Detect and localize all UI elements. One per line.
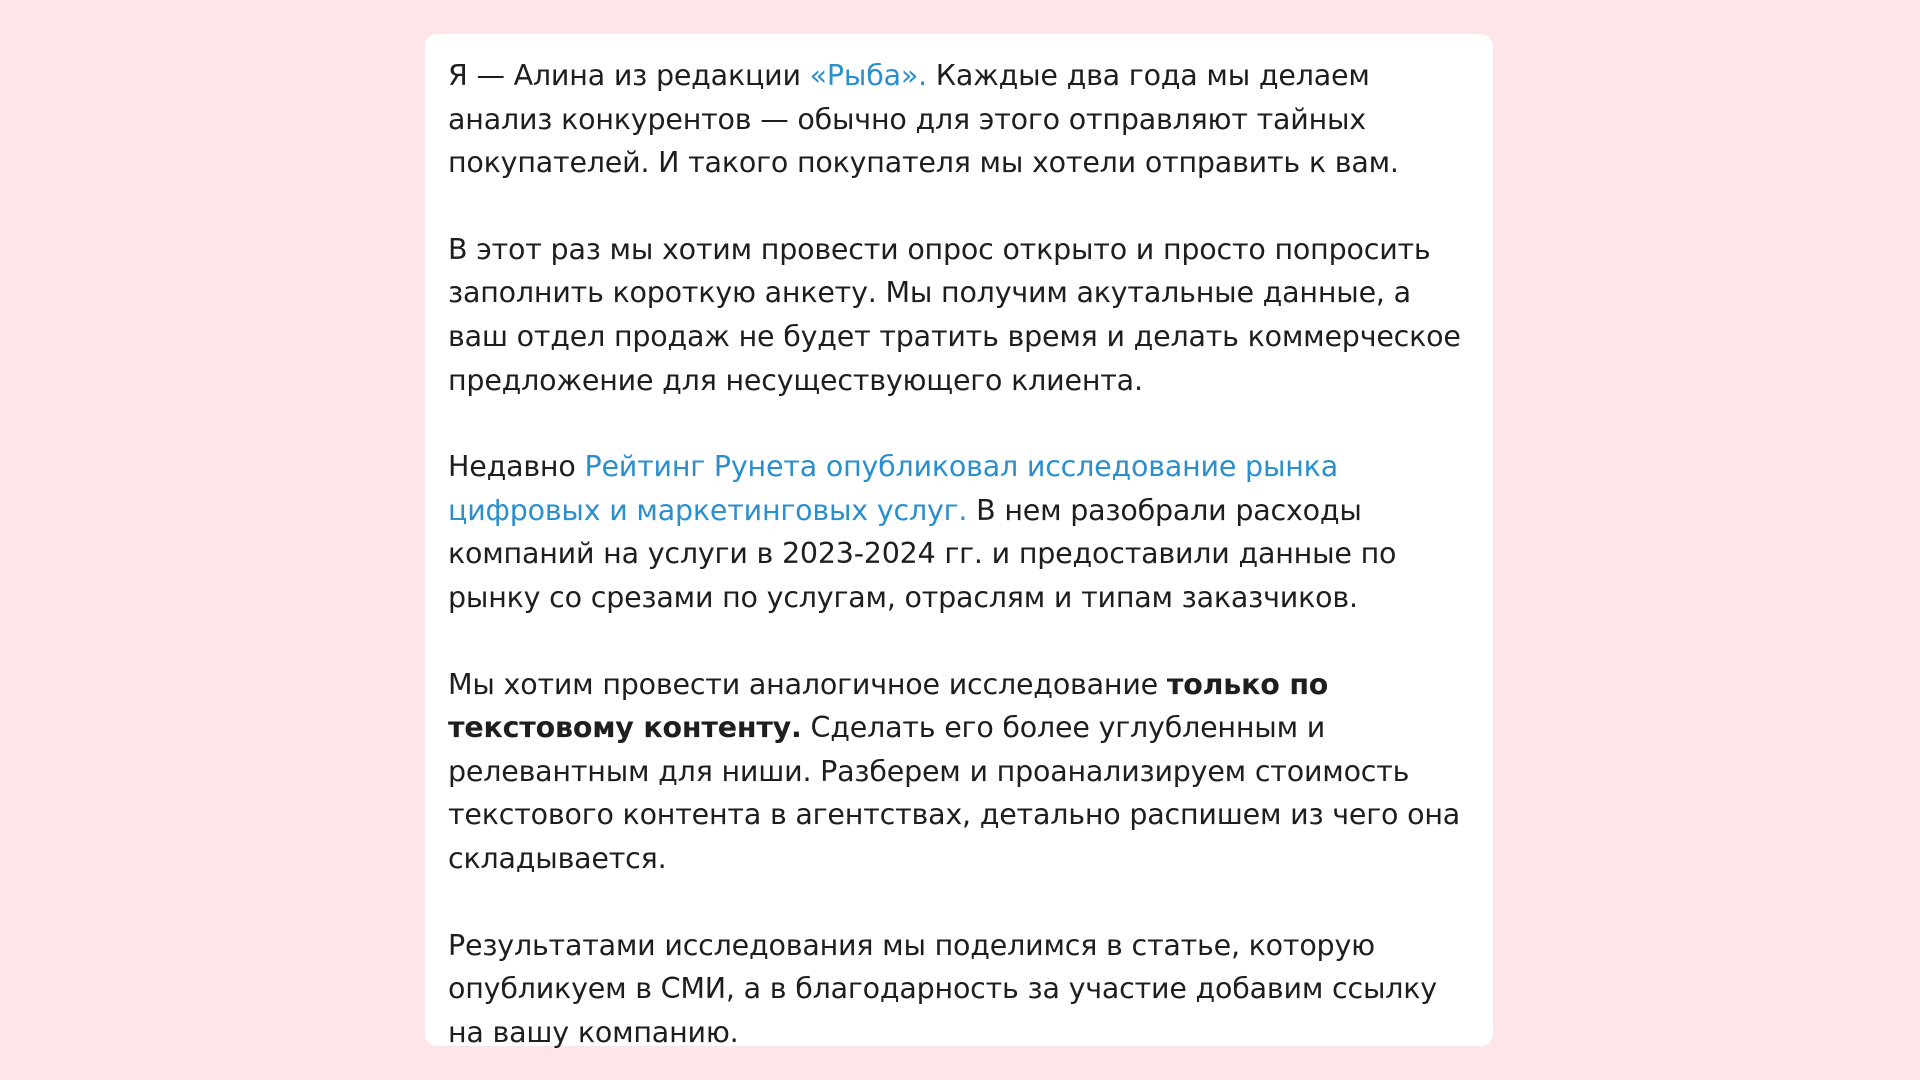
- plan-text-end: Сделать его более углубленным и релевантным для ниши. Разберем и проанализируем стоимость текстового контента в агентствах, детально распишем из чего она складывается.: [448, 711, 1461, 875]
- intro-text-end: Каждые два года мы делаем анализ конкурентов — обычно для этого отправляют тайных покупателей. И такого покупателя мы хотели отправить к вам.: [448, 59, 1399, 180]
- paragraph-plan: [448, 663, 1473, 881]
- plan-text-bold: только по текстовому контенту.: [448, 667, 1329, 745]
- research-text-end: В нем разобрали расходы компаний на услуги в 2023-2024 гг. и предоставили данные по рынку со срезами по услугам, отраслям и типам заказчиков.: [448, 493, 1397, 614]
- paragraph-intro: [448, 54, 1473, 185]
- ryba-link[interactable]: «Рыба».: [809, 59, 927, 92]
- plan-text-start: Мы хотим провести аналогичное исследование: [448, 667, 1167, 701]
- intro-text-start: Я — Алина из редакции: [448, 59, 810, 92]
- research-text-start: Недавно: [448, 450, 585, 484]
- survey-text: В этот раз мы хотим провести опрос открыто и просто попросить заполнить короткую анкету. Мы получим акутальные данные, а ваш отдел продаж не будет тратить время и делать коммерческое предложение для несуществующего клиента.: [448, 232, 1461, 397]
- paragraph-survey: [448, 228, 1473, 402]
- runet-rating-link[interactable]: Рейтинг Рунета опубликовал исследование рынка цифровых и маркетинговых услуг.: [448, 450, 1338, 527]
- paragraph-research: [448, 445, 1473, 619]
- paragraph-results: [448, 924, 1473, 1055]
- results-text: Результатами исследования мы поделимся в статье, которую опубликуем в СМИ, а в благодарность за участие добавим ссылку на вашу компанию.: [448, 928, 1437, 1049]
- message-card: [425, 34, 1493, 1049]
